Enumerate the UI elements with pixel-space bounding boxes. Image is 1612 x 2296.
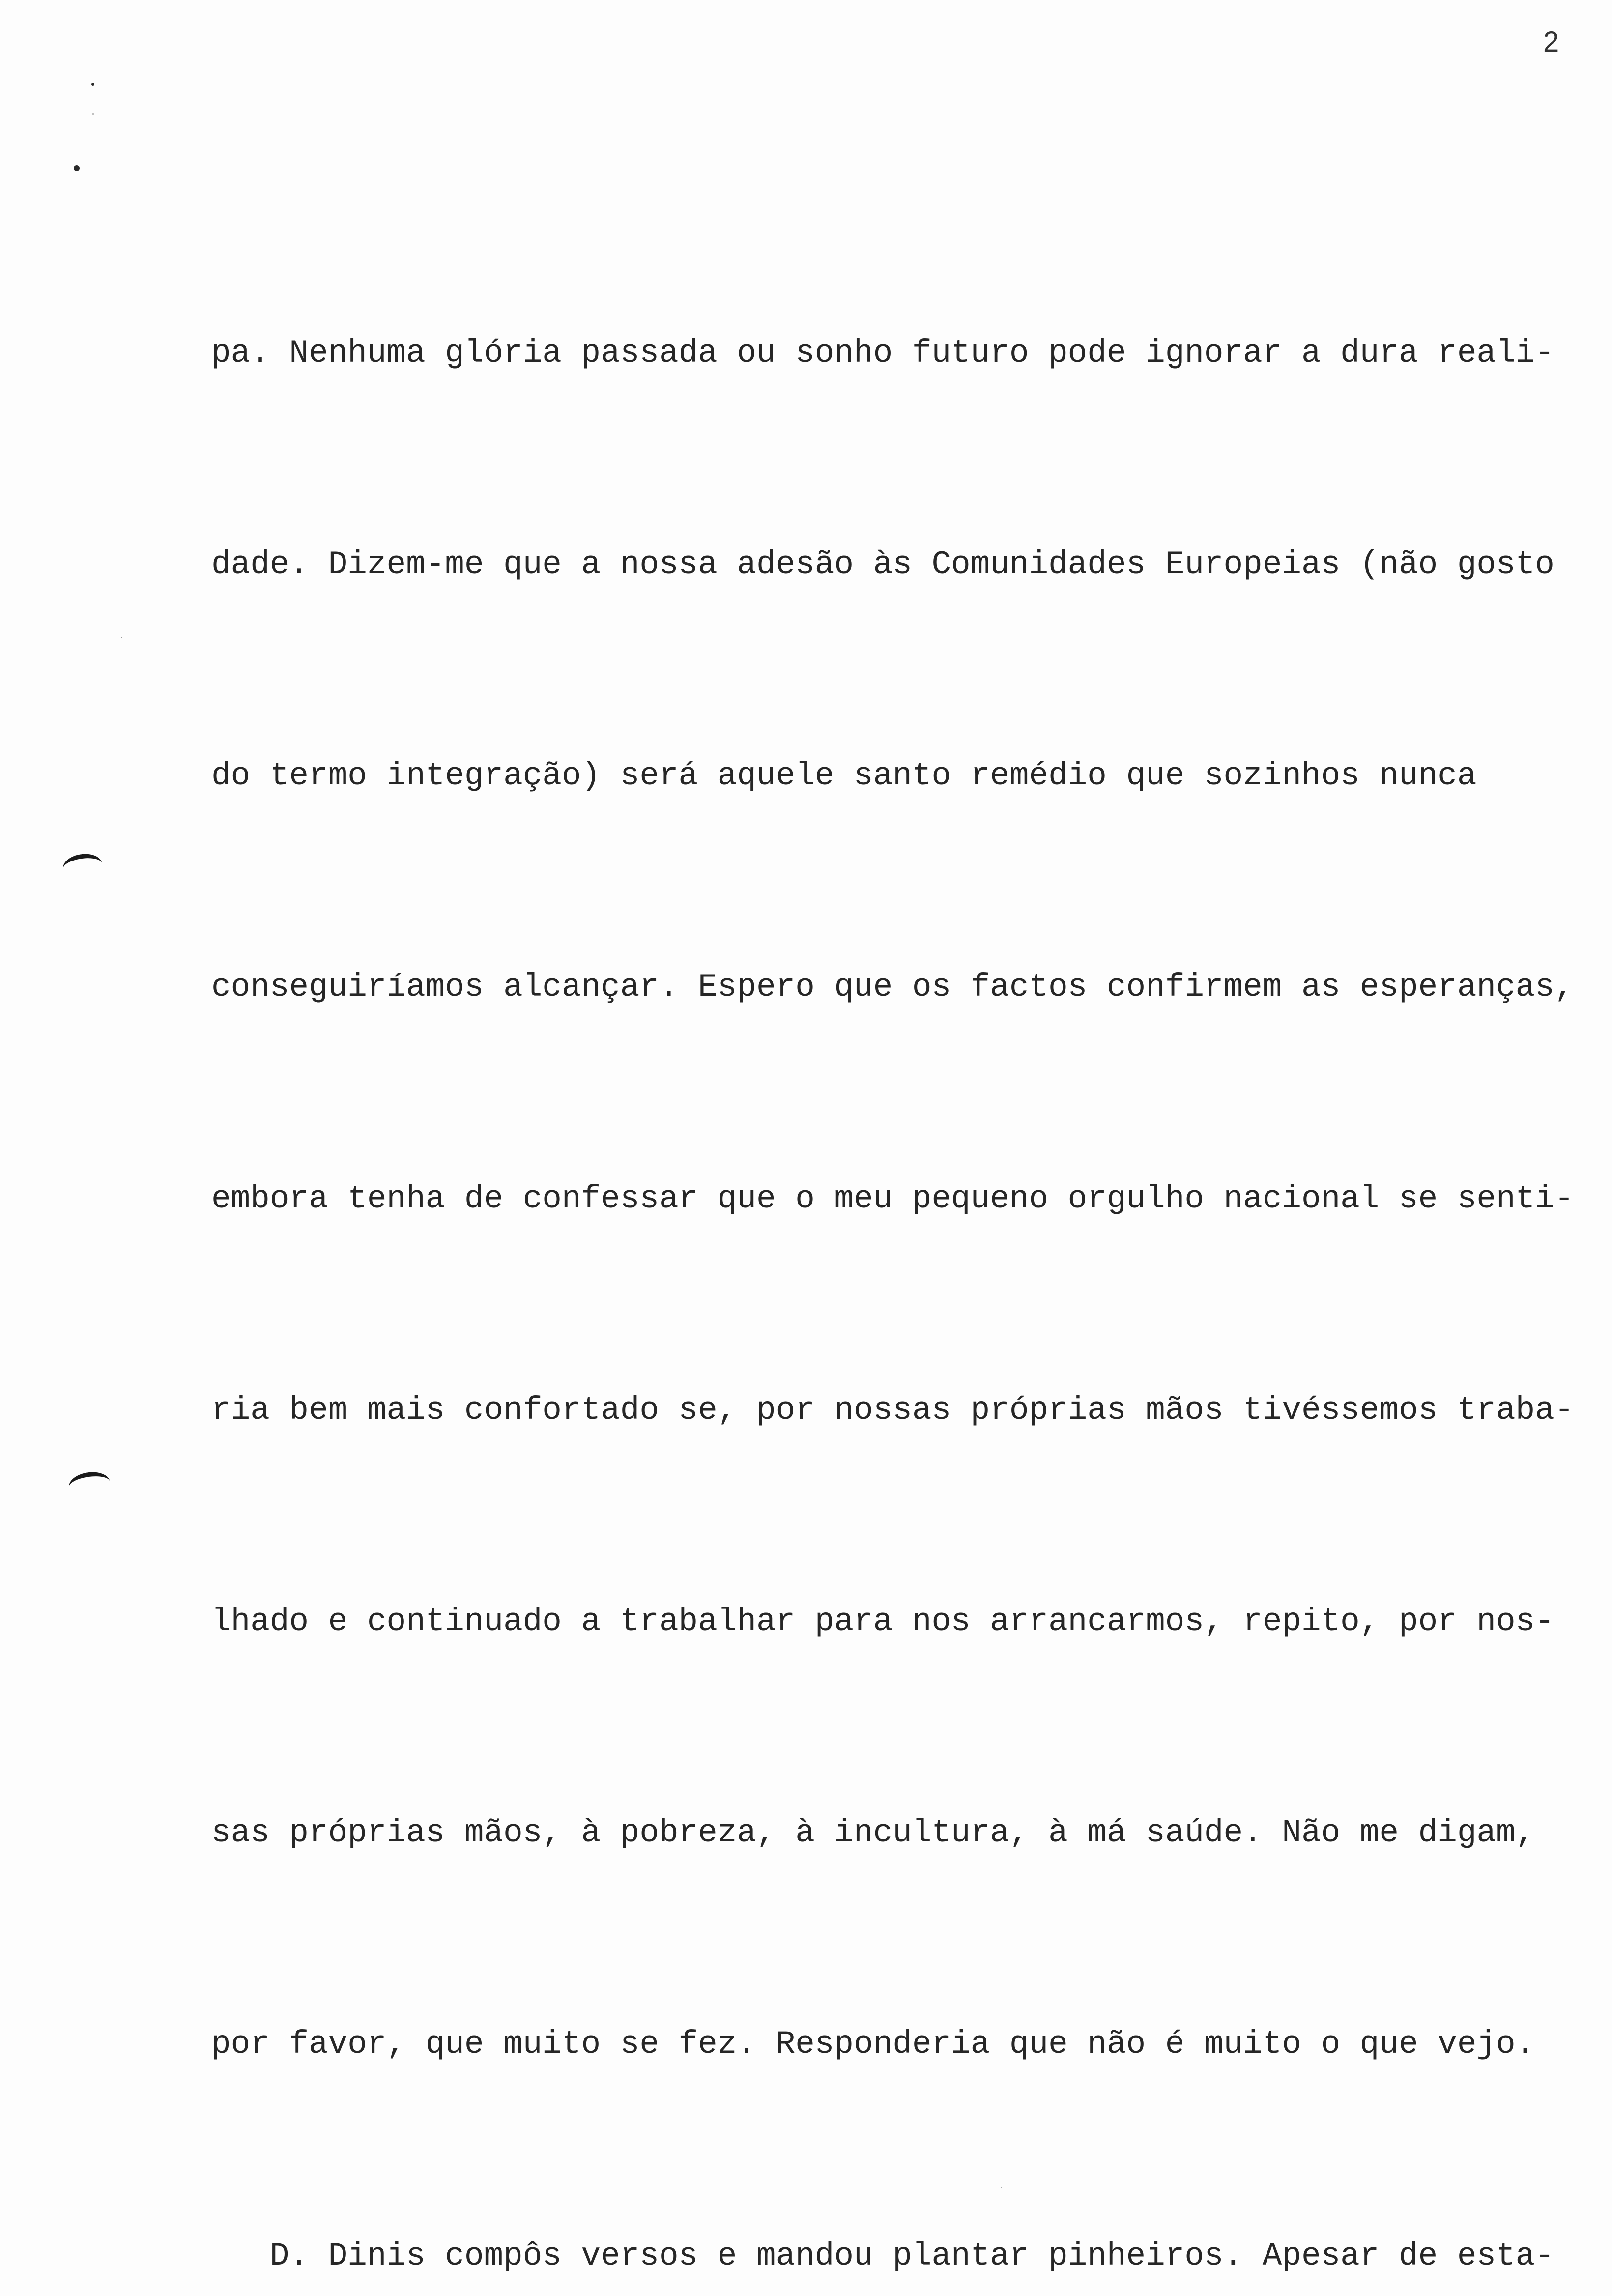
- body-line: embora tenha de confessar que o meu pequeno orgulho nacional se senti-: [211, 1180, 1574, 1217]
- body-line: sas próprias mãos, à pobreza, à incultura, à má saúde. Não me digam,: [211, 1814, 1535, 1852]
- body-line: lhado e continuado a trabalhar para nos arrancarmos, repito, por nos-: [211, 1603, 1554, 1640]
- body-line: dade. Dizem-me que a nossa adesão às Comunidades Europeias (não gosto: [211, 546, 1554, 583]
- body-line: D. Dinis compôs versos e mandou plantar pinheiros. Apesar de esta-: [211, 2237, 1554, 2274]
- body-line: conseguiríamos alcançar. Espero que os factos confirmem as esperanças,: [211, 969, 1574, 1006]
- body-line: ria bem mais confortado se, por nossas próprias mãos tivéssemos traba-: [211, 1391, 1574, 1429]
- binder-hole-mark: [61, 852, 104, 881]
- margin-speck: [121, 637, 122, 638]
- margin-speck: [92, 113, 94, 115]
- body-line: pa. Nenhuma glória passada ou sonho futuro pode ignorar a dura reali-: [211, 334, 1554, 372]
- body-line: por favor, que muito se fez. Responderia que não é muito o que vejo.: [211, 2026, 1535, 2063]
- margin-dot: [74, 165, 80, 171]
- body-line: do termo integração) será aquele santo remédio que sozinhos nunca: [211, 757, 1477, 795]
- typewritten-body: [211, 177, 1578, 2296]
- margin-dot: [91, 83, 94, 86]
- binder-hole-mark: [67, 1469, 112, 1499]
- page-number: 2: [1543, 26, 1559, 58]
